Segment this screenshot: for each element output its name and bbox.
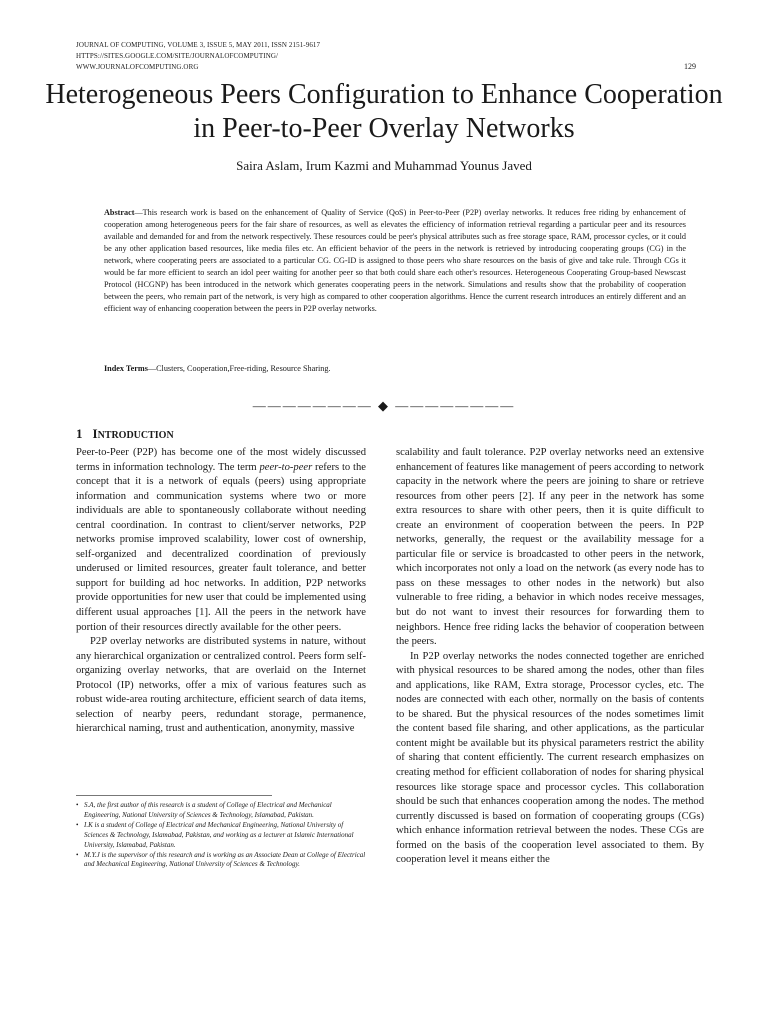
running-header (76, 40, 320, 73)
journal-line: JOURNAL OF COMPUTING, VOLUME 3, ISSUE 5, MAY 2011, ISSN 2151-9617 (76, 41, 321, 49)
paragraph-text: Peer-to-Peer (P2P) has become one of the most widely discussed terms in information technology. The term (76, 447, 366, 473)
footnotes (76, 801, 366, 870)
section-title-initial: I (92, 426, 98, 441)
section-heading (76, 426, 174, 442)
paper-authors: Saira Aslam, Irum Kazmi and Muhammad Younus Javed (236, 158, 532, 173)
paragraph: In P2P overlay networks the nodes connected together are enriched with physical resources to be shared among the nodes, other than files and applications, like RAM, Extra storage, Processor cycles, etc. The nodes are connected with each other, normally on the basis of contents to be shared. But the physical resources of the nodes sometimes limit the content based file sharing, and other applications, as the particular content might be available but its physical parameters restrict the ability of sharing that content efficiently. The current research emphasizes on creating method for efficient collaboration of nodes for sharing physical resources like storage space and processor cycles. This collaboration should be such that enhances cooperation among the nodes. The method currently discussed is based on formation of cooperating groups (CGs) which enhance information retrieval between the nodes. These CGs are formed on the basis of the cooperation level associated to them. By cooperation level it means either the (396, 650, 704, 866)
section-number: 1 (76, 426, 83, 441)
footnote: • M.Y.J is the supervisor of this research and is working as an Associate Dean at College of Electrical and Mechanical Engineering, National University of Sciences & Technology. (76, 851, 366, 871)
section-divider: ———————— ◆ ———————— (252, 398, 516, 413)
paper-title: Heterogeneous Peers Configuration to Enhance Cooperation in Peer-to-Peer Overlay Networks (45, 79, 723, 144)
emphasized-term: peer-to-peer (259, 461, 313, 473)
paragraph (76, 446, 366, 635)
left-column (76, 446, 366, 737)
abstract-label: Abstract (104, 208, 135, 217)
section-title-rest: NTRODUCTION (97, 430, 174, 441)
page-number: 129 (684, 62, 696, 71)
journal-url-1: HTTPS://SITES.GOOGLE.COM/SITE/JOURNALOFCOMPUTING/ (76, 52, 279, 60)
abstract-text: —This research work is based on the enhancement of Quality of Service (QoS) in Peer-to-Peer (P2P) overlay networks. It reduces free riding by enhancement of cooperation among heterogeneous peers for the fair share of resources, as well as elevates the efficiency of information retrieval regarding a particular peer and its resources available and demanded for and from the network respectively. These resources could be peer's physical attributes such as free storage space, RAM, processor cycles, or it could be any other application based resources, like media files etc. An efficient behavior of the peers in the network is retrieved by introducing cooperating groups (CG) in the network, where cooperating peers are associated to a particular CG. CG-ID is assigned to those peers who share resources on the basis of give and take rule. Through CGs it would be far more efficient to search an idol peer waiting for another peer so that both could share each other's resources. Heterogeneous Cooperating Group-based Newscast Protocol (HCGNP) has been introduced in the network which generates cooperating peers in the network. Simulations and results show that the probability of cooperation between the peers, who remain part of the network, is very high as compared to other cooperation algorithms. Hence the current research introduces an entirely different and an efficient way of enhancing cooperation between the peers in P2P overlay networks. (104, 208, 686, 314)
abstract (104, 207, 686, 315)
index-terms-label: Index Terms (104, 364, 148, 373)
paragraph-text: refers to the concept that it is a network of equals (peers) using appropriate information and communication systems where two or more individuals are able to spontaneously collaborate without needing central coordination. In contrast to client/server networks, P2P networks promise improved scalability, lower cost of ownership, self-organized and decentralized coordination of previously underused or limited resources, greater fault tolerance, and better support for building ad hoc networks. In addition, P2P networks provide opportunities for new user that could be implemented using different usual approaches [1]. All the peers in the network have portion of their resources directly available for the other peers. (76, 461, 366, 633)
footnote-rule (76, 795, 272, 796)
index-terms (104, 363, 686, 375)
index-terms-text: —Clusters, Cooperation,Free-riding, Resource Sharing. (147, 364, 331, 373)
paragraph: scalability and fault tolerance. P2P overlay networks need an extensive enhancement of features like management of peers according to network capacity in the network where the peers are joining to share or retrieve resources from other peers [2]. If any peer in the network has some extra resources to share with other peers, then it is quite difficult to create an environment of cooperation between the peers. In P2P networks, generally, the request or the availability message for a particular file or service is broadcasted to other peers in the network, which incorporates not only a load on the network (as every node has to pass on these messages to other nodes in the network) but also vulnerable to free riding, a behavior in which nodes receive messages, but do not want to invest their resources for forwarding them to neighbors. Hence free riding lacks the behavior of cooperation between the peers. (396, 447, 704, 648)
journal-url-2: WWW.JOURNALOFCOMPUTING.ORG (76, 63, 199, 71)
paragraph: P2P overlay networks are distributed systems in nature, without any hierarchical organization or centralized control. Peers form self-organizing overlay networks, that are overlaid on the Internet Protocol (IP) networks, offer a mix of various features such as robust wide-area routing architecture, efficient search of data items, selection of nearby peers, redundant storage, permanence, hierarchical naming, trust and authentication, anonymity, massive (76, 636, 366, 735)
right-column (396, 446, 704, 868)
footnote: • I.K is a student of College of Electrical and Mechanical Engineering, National University of Sciences & Technology, Islamabad, Pakistan, and working as a lecturer at Islamic International University, Islamabad, Pakistan. (76, 821, 366, 851)
footnote: • S.A, the first author of this research is a student of College of Electrical and Mechanical Engineering, National University of Sciences & Technology, Islamabad, Pakistan. (76, 801, 366, 821)
